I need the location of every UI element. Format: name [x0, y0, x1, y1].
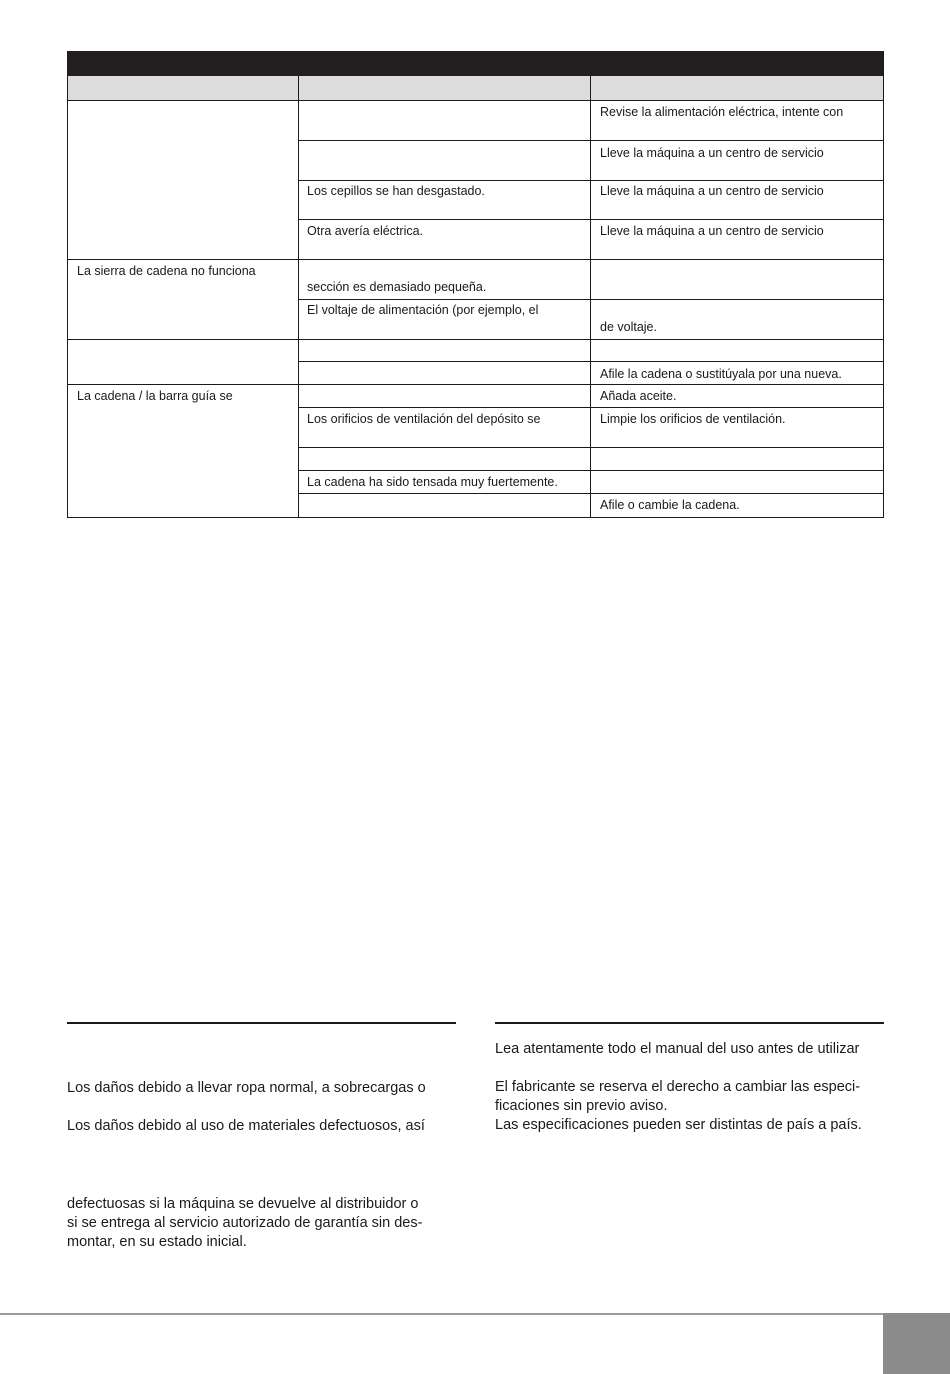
footer-rule	[0, 1313, 883, 1315]
group-separator	[67, 339, 884, 340]
cell-cause: Los cepillos se han desgastado.	[307, 184, 485, 198]
cell-problem: La sierra de cadena no funciona	[77, 264, 256, 278]
row-separator	[298, 219, 884, 220]
paragraph-line: si se entrega al servicio autorizado de garantía sin des-	[67, 1215, 423, 1231]
paragraph-line: ficaciones sin previo aviso.	[495, 1098, 668, 1114]
section-rule	[67, 1022, 456, 1024]
table-title-bar	[67, 51, 884, 76]
row-separator	[298, 140, 884, 141]
row-separator	[67, 100, 884, 101]
cell-solution: Limpie los orificios de ventilación.	[600, 412, 786, 426]
cell-cause: La cadena ha sido tensada muy fuertemente.	[307, 475, 558, 489]
paragraph: Las especificaciones pueden ser distintas de país a país.	[495, 1117, 862, 1133]
cell-solution: Afile o cambie la cadena.	[600, 498, 740, 512]
row-separator	[298, 407, 884, 408]
cell-cause: Los orificios de ventilación del depósito se	[307, 412, 541, 426]
table-border-bottom	[67, 517, 884, 518]
cell-solution: de voltaje.	[600, 320, 657, 334]
row-separator	[298, 299, 884, 300]
table-border-left	[67, 51, 68, 518]
paragraph-line: montar, en su estado inicial.	[67, 1234, 247, 1250]
cell-solution: Lleve la máquina a un centro de servicio	[600, 146, 824, 160]
cell-solution: Lleve la máquina a un centro de servicio	[600, 184, 824, 198]
group-separator	[67, 384, 884, 385]
cell-problem: La cadena / la barra guía se	[77, 389, 233, 403]
column-divider-1	[298, 76, 299, 518]
group-separator	[67, 259, 884, 260]
table-column-header-row	[67, 76, 884, 100]
row-separator	[298, 180, 884, 181]
paragraph: Lea atentamente todo el manual del uso antes de utilizar	[495, 1041, 860, 1057]
cell-solution: Revise la alimentación eléctrica, intente con	[600, 105, 844, 119]
paragraph-line: El fabricante se reserva el derecho a cambiar las especi-	[495, 1079, 861, 1095]
section-rule	[495, 1022, 884, 1024]
cell-cause: sección es demasiado pequeña.	[307, 280, 487, 294]
cell-cause: Otra avería eléctrica.	[307, 224, 424, 238]
cell-solution: Añada aceite.	[600, 389, 677, 403]
page-number-box	[883, 1313, 950, 1374]
row-separator	[298, 447, 884, 448]
column-divider-2	[590, 76, 591, 518]
row-separator	[298, 470, 884, 471]
row-separator	[298, 493, 884, 494]
cell-solution: Afile la cadena o sustitúyala por una nueva.	[600, 367, 842, 381]
row-separator	[298, 361, 884, 362]
paragraph: Los daños debido a llevar ropa normal, a sobrecargas o	[67, 1080, 426, 1096]
cell-solution: Lleve la máquina a un centro de servicio	[600, 224, 824, 238]
paragraph-line: defectuosas si la máquina se devuelve al distribuidor o	[67, 1196, 419, 1212]
cell-cause: El voltaje de alimentación (por ejemplo, el	[307, 303, 539, 317]
paragraph: Los daños debido al uso de materiales defectuosos, así	[67, 1118, 425, 1134]
